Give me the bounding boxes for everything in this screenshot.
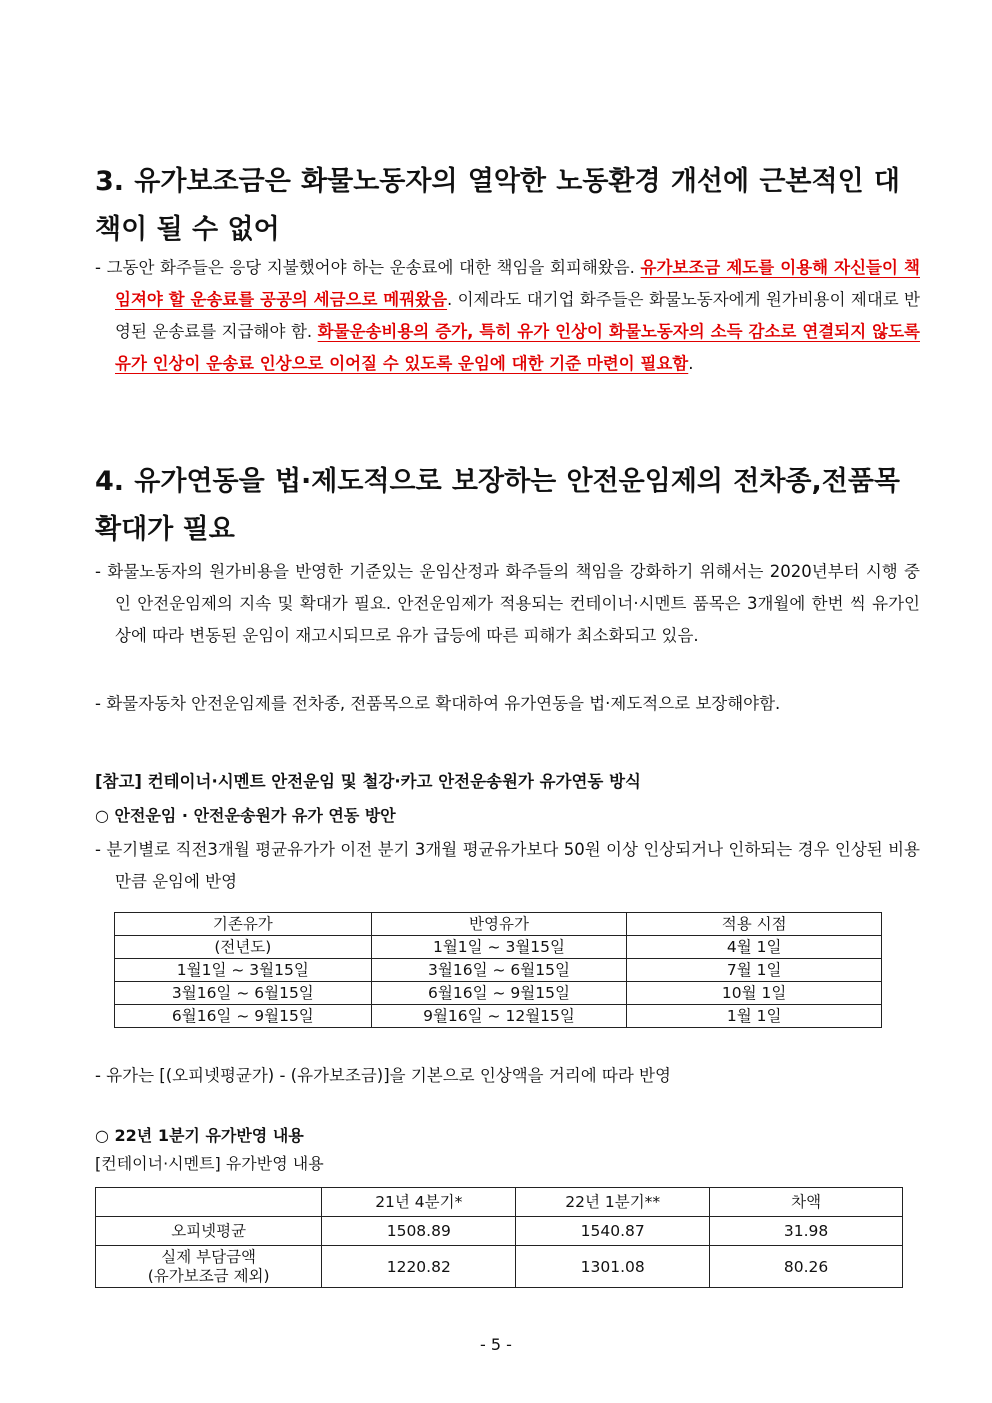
page-number: - 5 -: [480, 1335, 512, 1354]
table-cell: 7월 1일: [627, 959, 882, 982]
table-cell: 1301.08: [516, 1246, 710, 1288]
table-cell: 1508.89: [322, 1217, 516, 1246]
table-row: [96, 1217, 903, 1246]
section-3-heading: 3. 유가보조금은 화물노동자의 열악한 노동환경 개선에 근본적인 대책이 될 수 없어: [95, 166, 900, 245]
table-cell: 1220.82: [322, 1246, 516, 1288]
table-cell: 1540.87: [516, 1217, 710, 1246]
section-4-paragraph-1: - 화물노동자의 원가비용을 반영한 기준있는 운임산정과 화주들의 책임을 강화하기 위해서는 2020년부터 시행 중인 안전운임제의 지속 및 확대가 필요. 안전운임제가 적용되는 컨테이너·시멘트 품목은 3개월에 한번 씩 유가인상에 따라 변동된 운임이 재고시되므로 유가 급등에 따른 피해가 최소화되고 있음.: [95, 562, 920, 645]
table-2-caption: [컨테이너·시멘트] 유가반영 내용: [95, 1154, 324, 1173]
row-label-line-1: 실제 부담금액: [161, 1247, 257, 1266]
table-cell: 1월 1일: [627, 1005, 882, 1028]
table-header-cell: 적용 시점: [627, 913, 882, 936]
table-header-cell: 반영유가: [371, 913, 627, 936]
table-cell: 3월16일 ~ 6월15일: [115, 982, 372, 1005]
table-cell: 3월16일 ~ 6월15일: [371, 959, 627, 982]
oil-price-schedule-table: [114, 912, 882, 1028]
reference-title: [참고] 컨테이너·시멘트 안전운임 및 철강·카고 안전운송원가 유가연동 방식: [95, 772, 641, 791]
table-cell: 오피넷평균: [96, 1217, 322, 1246]
section-3-paragraph: [95, 252, 920, 380]
table-header-cell: [96, 1188, 322, 1217]
table-cell: 4월 1일: [627, 936, 882, 959]
table-cell: 6월16일 ~ 9월15일: [115, 1005, 372, 1028]
table-row: [115, 982, 882, 1005]
table-cell: 31.98: [710, 1217, 903, 1246]
reference-subheading-2: ○ 22년 1분기 유가반영 내용: [95, 1126, 304, 1145]
reference-paragraph-1: - 분기별로 직전3개월 평균유가가 이전 분기 3개월 평균유가보다 50원 이상 인상되거나 인하되는 경우 인상된 비용만큼 운임에 반영: [95, 840, 920, 891]
section-4-paragraph-2: - 화물자동차 안전운임제를 전차종, 전품목으로 확대하여 유가연동을 법·제도적으로 보장해야함.: [95, 694, 781, 713]
section-3-text-b: . 이제라도 대기업 화주들은 화물노동자에게 원가비용이 제대로 반영된 운송료를 지급해야 함.: [115, 290, 920, 341]
table-cell: 9월16일 ~ 12월15일: [371, 1005, 627, 1028]
table-cell: 1월1일 ~ 3월15일: [371, 936, 627, 959]
table-row: [115, 959, 882, 982]
table-cell: 1월1일 ~ 3월15일: [115, 959, 372, 982]
section-3-text-c: .: [688, 354, 694, 373]
section-3-highlight-2: 화물운송비용의 증가, 특히 유가 인상이 화물노동자의 소득 감소로 연결되지 않도록 유가 인상이 운송료 인상으로 이어질 수 있도록 운임에 대한 기준 마련이 필요함: [115, 322, 920, 373]
section-3-text-a: - 그동안 화주들은 응당 지불했어야 하는 운송료에 대한 책임을 회피해왔음.: [95, 258, 641, 277]
table-cell: 10월 1일: [627, 982, 882, 1005]
table-header-row: [96, 1188, 903, 1217]
table-header-cell: 기존유가: [115, 913, 372, 936]
table-cell: [96, 1246, 322, 1288]
table-row: [115, 936, 882, 959]
table-header-row: [115, 913, 882, 936]
table-header-cell: 21년 4분기*: [322, 1188, 516, 1217]
table-row: [96, 1246, 903, 1288]
reference-subheading-1: ○ 안전운임 · 안전운송원가 유가 연동 방안: [95, 806, 396, 825]
table-header-cell: 차액: [710, 1188, 903, 1217]
table-cell: (전년도): [115, 936, 372, 959]
oil-price-reflection-table: [95, 1187, 903, 1288]
table-cell: 80.26: [710, 1246, 903, 1288]
section-3-highlight-1: 유가보조금 제도를 이용해 자신들이 책임져야 할 운송료를 공공의 세금으로 메꿔왔음: [115, 258, 920, 309]
table-header-cell: 22년 1분기**: [516, 1188, 710, 1217]
table-cell: 6월16일 ~ 9월15일: [371, 982, 627, 1005]
row-label-line-2: (유가보조금 제외): [147, 1266, 270, 1285]
section-4-heading: 4. 유가연동을 법·제도적으로 보장하는 안전운임제의 전차종,전품목 확대가 필요: [95, 466, 900, 545]
table-row: [115, 1005, 882, 1028]
reference-paragraph-2: - 유가는 [(오피넷평균가) - (유가보조금)]을 기본으로 인상액을 거리에 따라 반영: [95, 1066, 671, 1085]
